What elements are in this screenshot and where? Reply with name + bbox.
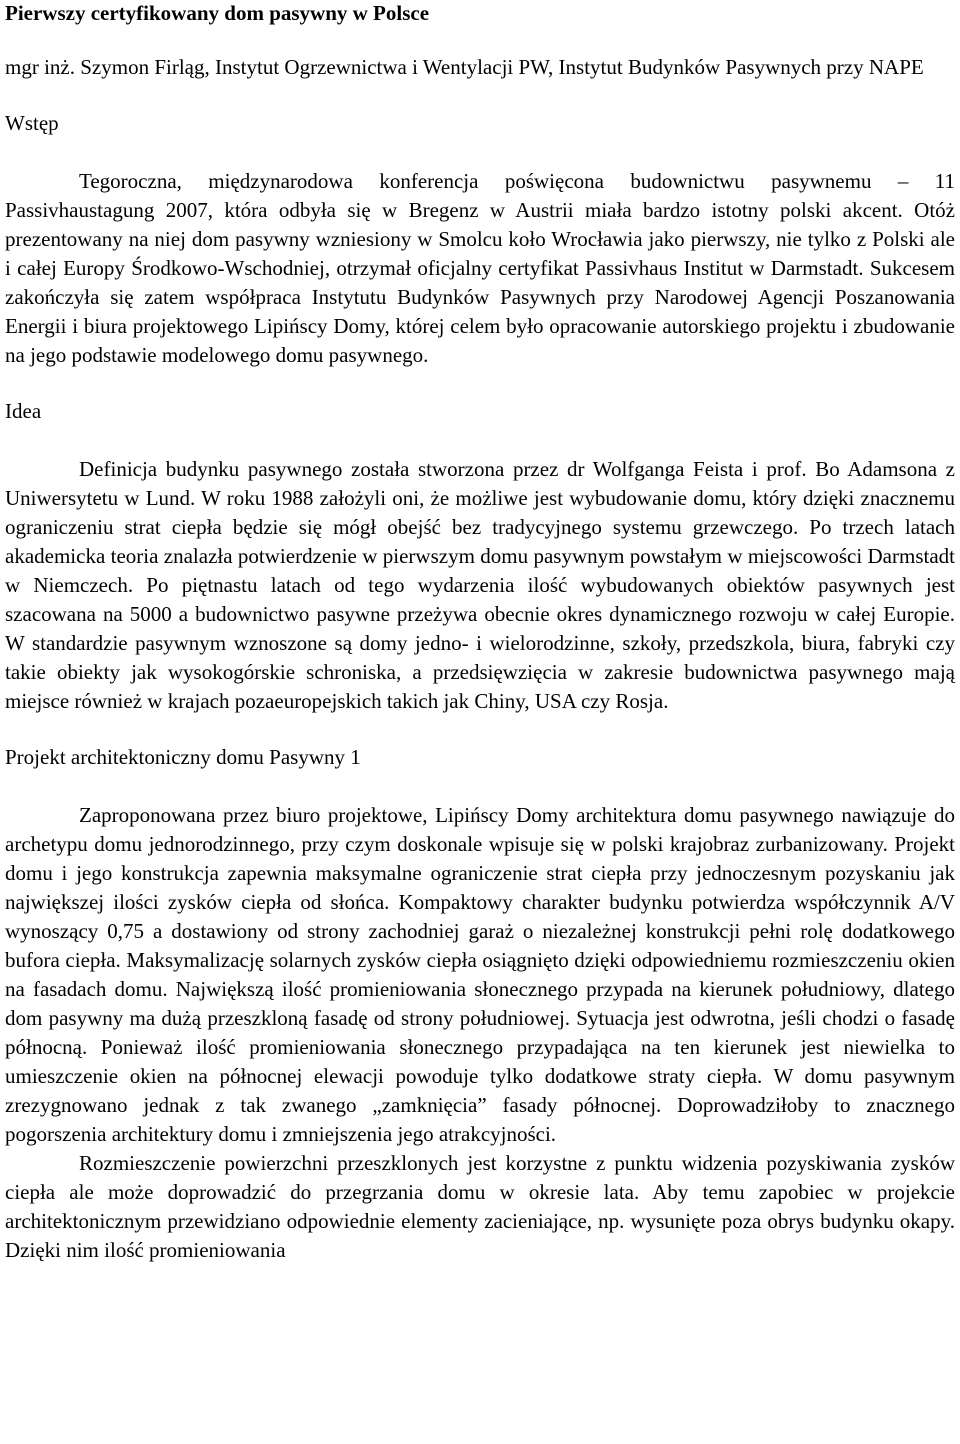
document-title: Pierwszy certyfikowany dom pasywny w Polsce bbox=[5, 1, 430, 25]
section-heading-idea: Idea bbox=[5, 399, 42, 423]
section-heading-wstep: Wstęp bbox=[5, 111, 59, 135]
section-heading-projekt: Projekt architektoniczny domu Pasywny 1 bbox=[5, 745, 361, 769]
paragraph-projekt-2: Rozmieszczenie powierzchni przeszklonych jest korzystne z punktu widzenia pozyskiwania zysków ciepła ale może doprowadzić do przegrzania domu w okresie lata. Aby temu zapobiec w projekcie architektonicznym przewidziano odpowiednie elementy zacieniające, np. wysunięte poza obrys budynku okapy. Dzięki nim ilość promieniowania bbox=[5, 1151, 955, 1262]
paragraph-wstep: Tegoroczna, międzynarodowa konferencja poświęcona budownictwu pasywnemu – 11 Passivhaustagung 2007, która odbyła się w Bregenz w Austrii miała bardzo istotny polski akcent. Otóż prezentowany na niej dom pasywny wzniesiony w Smolcu koło Wrocławia jako pierwszy, nie tylko z Polski ale i całej Europy Środkowo-Wschodniej, otrzymał oficjalny certyfikat Passivhaus Institut w Darmstadt. Sukcesem zakończyła się zatem współpraca Instytutu Budynków Pasywnych przy Narodowej Agencji Poszanowania Energii i biura projektowego Lipińscy Domy, której celem było opracowanie autorskiego projektu i zbudowanie na jego podstawie modelowego domu pasywnego. bbox=[5, 169, 955, 367]
author-line: mgr inż. Szymon Firląg, Instytut Ogrzewnictwa i Wentylacji PW, Instytut Budynków Pasywnych przy NAPE bbox=[5, 55, 924, 79]
paragraph-projekt-1: Zaproponowana przez biuro projektowe, Lipińscy Domy architektura domu pasywnego nawiązuje do archetypu domu jednorodzinnego, przy czym doskonale wpisuje się w polski krajobraz zurbanizowany. Projekt domu i jego konstrukcja zapewnia maksymalne ograniczenie strat ciepła przy jednoczesnym pozyskaniu jak największej ilości zysków ciepła od słońca. Kompaktowy charakter budynku potwierdza współczynnik A/V wynoszący 0,75 a dostawiony od strony zachodniej garaż o niezależnej konstrukcji pełni rolę dodatkowego bufora ciepła. Maksymalizację solarnych zysków ciepła osiągnięto dzięki odpowiedniemu rozmieszczeniu okien na fasadach domu. Największą ilość promieniowania słonecznego przypada na kierunek południowy, dlatego dom pasywny ma dużą przeszkloną fasadę od strony południowej. Sytuacja jest odwrotna, jeśli chodzi o fasadę północną. Ponieważ ilość promieniowania słonecznego przypadająca na ten kierunek jest niewielka to umieszczenie okien na północnej elewacji powoduje tylko dodatkowe straty ciepła. W domu pasywnym zrezygnowano jednak z tak zwanego „zamknięcia” fasady północnej. Doprowadziłoby to znacznego pogorszenia architektury domu i zmniejszenia jego atrakcyjności. bbox=[5, 803, 955, 1146]
paragraph-idea: Definicja budynku pasywnego została stworzona przez dr Wolfganga Feista i prof. Bo Adamsona z Uniwersytetu w Lund. W roku 1988 założyli oni, że możliwe jest wybudowanie domu, który dzięki znacznemu ograniczeniu strat ciepła będzie się mógł obejść bez tradycyjnego systemu grzewczego. Po trzech latach akademicka teoria znalazła potwierdzenie w pierwszym domu pasywnym powstałym w miejscowości Darmstadt w Niemczech. Po piętnastu latach od tego wydarzenia ilość wybudowanych obiektów pasywnych jest szacowana na 5000 a budownictwo pasywne przeżywa obecnie okres dynamicznego rozwoju w całej Europie. W standardzie pasywnym wznoszone są domy jedno- i wielorodzinne, szkoły, przedszkola, biura, fabryki czy takie obiekty jak wysokogórskie schroniska, a przedsięwzięcia w zakresie budownictwa pasywnego mają miejsce również w krajach pozaeuropejskich takich jak Chiny, USA czy Rosja. bbox=[5, 457, 955, 713]
